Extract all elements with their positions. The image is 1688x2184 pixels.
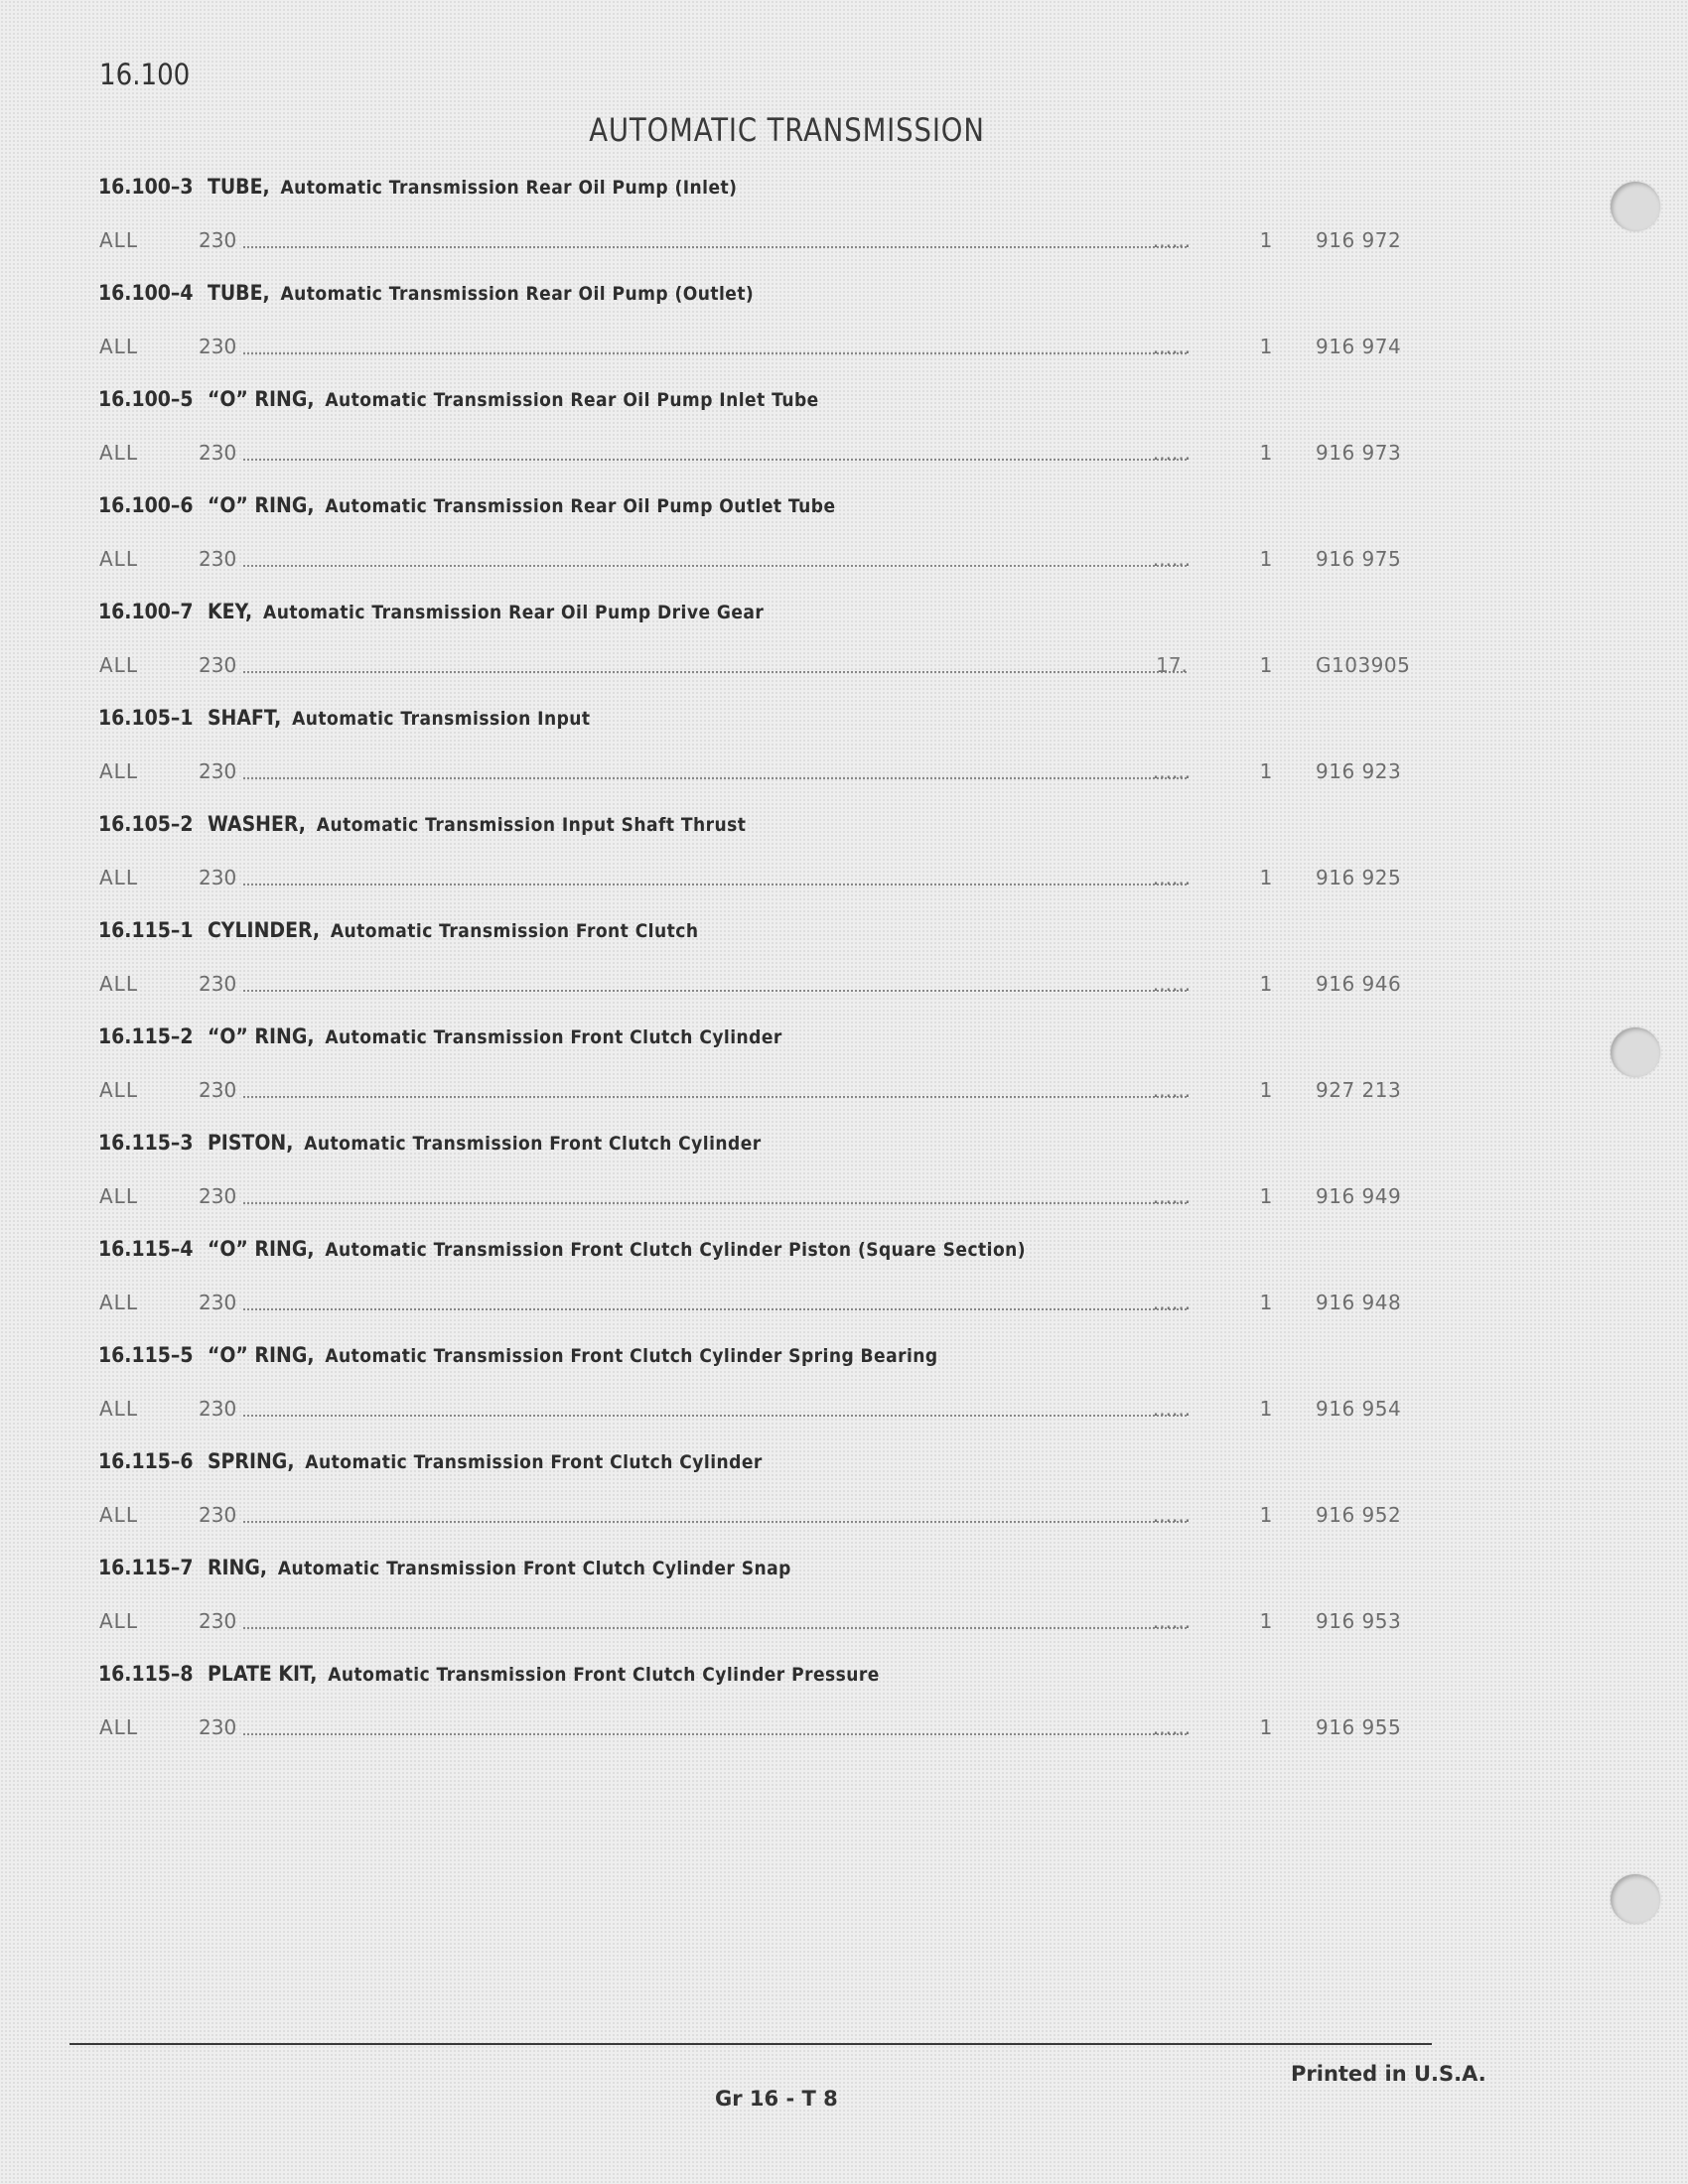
part-application-row — [99, 547, 1410, 577]
part-heading — [98, 1449, 763, 1481]
model-applicability: ALL — [99, 1078, 138, 1102]
part-noun: “O” RING, — [207, 1343, 315, 1367]
part-description: Automatic Transmission Front Clutch Cylinder Snap — [277, 1558, 791, 1579]
part-number: 916 923 — [1316, 759, 1402, 783]
engine-code: 230 — [199, 1291, 237, 1314]
engine-code: 230 — [199, 1184, 237, 1208]
part-application-row — [99, 866, 1410, 895]
note-column: ...... — [1152, 335, 1192, 358]
note-column: ...... — [1152, 1397, 1192, 1421]
part-heading — [98, 1343, 938, 1375]
engine-code: 230 — [199, 653, 237, 677]
quantity: 1 — [1259, 228, 1273, 252]
dot-leader — [243, 777, 1187, 779]
punch-hole — [1611, 182, 1660, 231]
note-column: ...... — [1152, 1503, 1192, 1527]
part-number: 916 955 — [1316, 1715, 1402, 1739]
dot-leader — [243, 246, 1187, 248]
part-application-row — [99, 441, 1410, 471]
part-noun: CYLINDER, — [207, 918, 321, 942]
part-heading — [98, 175, 737, 206]
part-reference: 16.115–8 — [98, 1662, 194, 1686]
dot-leader — [243, 1096, 1187, 1098]
part-number: 916 975 — [1316, 547, 1402, 571]
model-applicability: ALL — [99, 1397, 138, 1421]
part-noun: TUBE, — [207, 281, 270, 305]
model-applicability: ALL — [99, 335, 138, 358]
quantity: 1 — [1259, 1715, 1273, 1739]
quantity: 1 — [1259, 547, 1273, 571]
model-applicability: ALL — [99, 1503, 138, 1527]
part-description: Automatic Transmission Input — [292, 708, 591, 730]
part-application-row — [99, 228, 1410, 258]
part-application-row — [99, 1078, 1410, 1108]
part-description: Automatic Transmission Front Clutch Cylinder — [305, 1451, 763, 1473]
part-noun: “O” RING, — [207, 387, 315, 411]
part-number: 916 973 — [1316, 441, 1402, 465]
model-applicability: ALL — [99, 441, 138, 465]
part-reference: 16.105–1 — [98, 706, 194, 730]
part-number: 916 946 — [1316, 972, 1402, 996]
part-reference: 16.100–3 — [98, 175, 194, 199]
footer-printed-note: Printed in U.S.A. — [1291, 2062, 1486, 2086]
note-column: ...... — [1152, 1609, 1192, 1633]
quantity: 1 — [1259, 759, 1273, 783]
engine-code: 230 — [199, 547, 237, 571]
note-column: ...... — [1152, 1078, 1192, 1102]
page-number: 16.100 — [99, 58, 191, 91]
part-application-row — [99, 1184, 1410, 1214]
engine-code: 230 — [199, 1397, 237, 1421]
engine-code: 230 — [199, 1078, 237, 1102]
part-heading — [98, 812, 746, 844]
dot-leader — [243, 1627, 1187, 1629]
part-noun: “O” RING, — [207, 493, 315, 517]
quantity: 1 — [1259, 1291, 1273, 1314]
dot-leader — [243, 990, 1187, 992]
part-reference: 16.100–4 — [98, 281, 194, 305]
part-description: Automatic Transmission Front Clutch — [330, 920, 699, 942]
part-number: 927 213 — [1316, 1078, 1402, 1102]
part-heading — [98, 706, 591, 738]
model-applicability: ALL — [99, 547, 138, 571]
quantity: 1 — [1259, 1078, 1273, 1102]
quantity: 1 — [1259, 1397, 1273, 1421]
punch-hole — [1611, 1874, 1660, 1924]
note-column: ...... — [1152, 547, 1192, 571]
engine-code: 230 — [199, 866, 237, 889]
part-noun: SPRING, — [207, 1449, 295, 1473]
part-number: 916 948 — [1316, 1291, 1402, 1314]
part-reference: 16.115–5 — [98, 1343, 194, 1367]
part-noun: WASHER, — [207, 812, 306, 836]
part-description: Automatic Transmission Input Shaft Thrust — [316, 814, 747, 836]
part-reference: 16.105–2 — [98, 812, 194, 836]
note-column: ...... — [1152, 1184, 1192, 1208]
part-heading — [98, 918, 698, 950]
engine-code: 230 — [199, 759, 237, 783]
part-number: 916 953 — [1316, 1609, 1402, 1633]
part-noun: RING, — [207, 1556, 268, 1579]
footer-page-code: Gr 16 - T 8 — [715, 2087, 838, 2111]
part-number: 916 974 — [1316, 335, 1402, 358]
dot-leader — [243, 565, 1187, 567]
note-column: ...... — [1152, 441, 1192, 465]
part-reference: 16.115–7 — [98, 1556, 194, 1579]
part-application-row — [99, 1503, 1410, 1533]
page-title: AUTOMATIC TRANSMISSION — [589, 111, 985, 149]
part-number: 916 972 — [1316, 228, 1402, 252]
part-number: 916 949 — [1316, 1184, 1402, 1208]
note-column: ...... — [1152, 866, 1192, 889]
part-description: Automatic Transmission Front Clutch Cylinder Pressure — [328, 1664, 880, 1686]
engine-code: 230 — [199, 1503, 237, 1527]
part-reference: 16.115–1 — [98, 918, 194, 942]
part-heading — [98, 387, 819, 419]
part-heading — [98, 1662, 880, 1694]
part-number: 916 954 — [1316, 1397, 1402, 1421]
part-application-row — [99, 653, 1410, 683]
part-description: Automatic Transmission Rear Oil Pump Inlet Tube — [325, 389, 819, 411]
quantity: 1 — [1259, 441, 1273, 465]
part-reference: 16.115–2 — [98, 1024, 194, 1048]
part-heading — [98, 600, 764, 631]
part-noun: SHAFT, — [207, 706, 282, 730]
model-applicability: ALL — [99, 1609, 138, 1633]
part-application-row — [99, 1609, 1410, 1639]
engine-code: 230 — [199, 335, 237, 358]
part-noun: PLATE KIT, — [207, 1662, 318, 1686]
dot-leader — [243, 671, 1187, 673]
part-application-row — [99, 1715, 1410, 1745]
quantity: 1 — [1259, 1184, 1273, 1208]
engine-code: 230 — [199, 441, 237, 465]
model-applicability: ALL — [99, 653, 138, 677]
model-applicability: ALL — [99, 972, 138, 996]
note-column: 17. — [1156, 653, 1188, 677]
model-applicability: ALL — [99, 1184, 138, 1208]
part-description: Automatic Transmission Rear Oil Pump Outlet Tube — [325, 495, 836, 517]
part-application-row — [99, 335, 1410, 364]
model-applicability: ALL — [99, 866, 138, 889]
part-application-row — [99, 1291, 1410, 1320]
part-noun: “O” RING, — [207, 1024, 315, 1048]
part-noun: PISTON, — [207, 1131, 294, 1155]
quantity: 1 — [1259, 866, 1273, 889]
part-number: 916 925 — [1316, 866, 1402, 889]
part-description: Automatic Transmission Rear Oil Pump (Outlet) — [280, 283, 755, 305]
dot-leader — [243, 1415, 1187, 1417]
part-noun: “O” RING, — [207, 1237, 315, 1261]
part-reference: 16.100–7 — [98, 600, 194, 623]
punch-hole — [1611, 1027, 1660, 1077]
dot-leader — [243, 884, 1187, 886]
dot-leader — [243, 1521, 1187, 1523]
part-application-row — [99, 759, 1410, 789]
engine-code: 230 — [199, 972, 237, 996]
part-application-row — [99, 1397, 1410, 1427]
part-heading — [98, 1131, 762, 1162]
part-reference: 16.100–6 — [98, 493, 194, 517]
part-description: Automatic Transmission Front Clutch Cylinder — [304, 1133, 762, 1155]
part-description: Automatic Transmission Rear Oil Pump Drive Gear — [263, 602, 765, 623]
quantity: 1 — [1259, 335, 1273, 358]
quantity: 1 — [1259, 1503, 1273, 1527]
model-applicability: ALL — [99, 759, 138, 783]
quantity: 1 — [1259, 972, 1273, 996]
part-number: 916 952 — [1316, 1503, 1402, 1527]
engine-code: 230 — [199, 1715, 237, 1739]
part-noun: TUBE, — [207, 175, 270, 199]
part-description: Automatic Transmission Front Clutch Cylinder Piston (Square Section) — [325, 1239, 1027, 1261]
quantity: 1 — [1259, 1609, 1273, 1633]
part-heading — [98, 1237, 1026, 1269]
model-applicability: ALL — [99, 228, 138, 252]
part-heading — [98, 1556, 791, 1587]
part-heading — [98, 281, 754, 313]
part-noun: KEY, — [207, 600, 253, 623]
part-reference: 16.100–5 — [98, 387, 194, 411]
part-description: Automatic Transmission Front Clutch Cylinder Spring Bearing — [325, 1345, 938, 1367]
note-column: ...... — [1152, 759, 1192, 783]
note-column: ...... — [1152, 972, 1192, 996]
note-column: ...... — [1152, 1715, 1192, 1739]
part-description: Automatic Transmission Rear Oil Pump (Inlet) — [280, 177, 738, 199]
dot-leader — [243, 1733, 1187, 1735]
part-number: G103905 — [1316, 653, 1411, 677]
dot-leader — [243, 352, 1187, 354]
quantity: 1 — [1259, 653, 1273, 677]
part-reference: 16.115–6 — [98, 1449, 194, 1473]
part-description: Automatic Transmission Front Clutch Cylinder — [325, 1026, 782, 1048]
model-applicability: ALL — [99, 1291, 138, 1314]
part-reference: 16.115–4 — [98, 1237, 194, 1261]
dot-leader — [243, 1202, 1187, 1204]
engine-code: 230 — [199, 228, 237, 252]
dot-leader — [243, 1308, 1187, 1310]
model-applicability: ALL — [99, 1715, 138, 1739]
dot-leader — [243, 459, 1187, 461]
note-column: ...... — [1152, 228, 1192, 252]
engine-code: 230 — [199, 1609, 237, 1633]
part-application-row — [99, 972, 1410, 1002]
part-heading — [98, 1024, 782, 1056]
part-reference: 16.115–3 — [98, 1131, 194, 1155]
footer-divider — [70, 2043, 1432, 2045]
part-heading — [98, 493, 836, 525]
note-column: ...... — [1152, 1291, 1192, 1314]
